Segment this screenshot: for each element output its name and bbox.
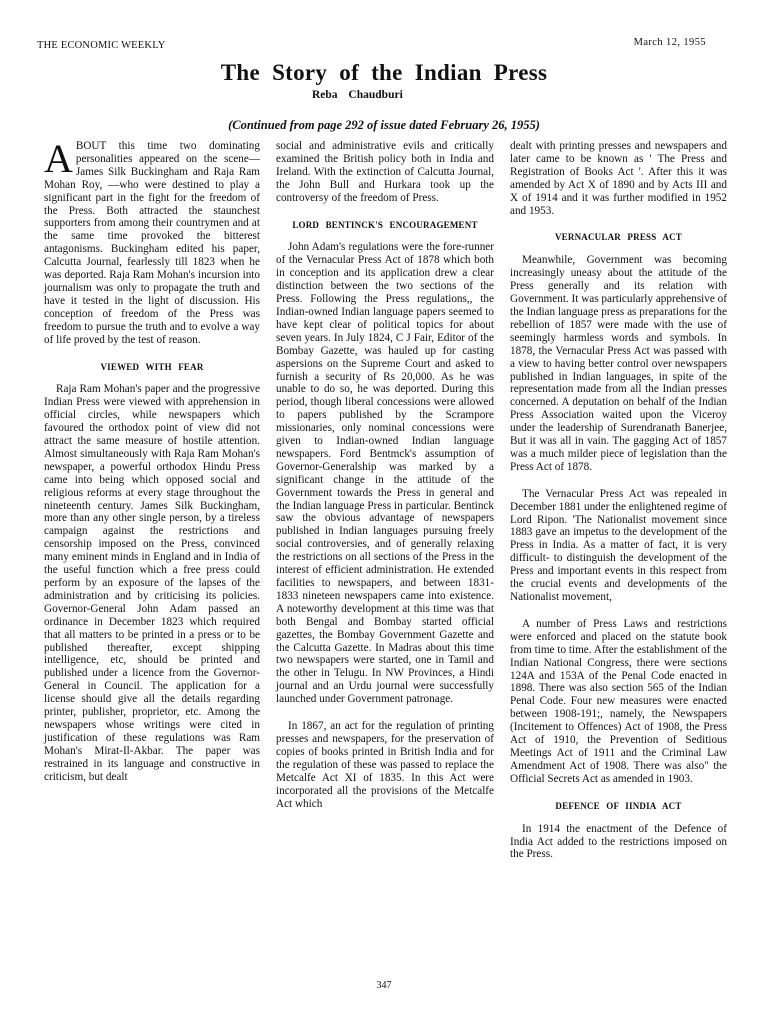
- section-heading: VIEWED WITH FEAR: [100, 361, 204, 372]
- column-3: [510, 140, 727, 861]
- paragraph: John Adam's regulations were the fore-runner of the Vernacular Press Act of 1878 which both in conception and its application drew a clear distinction between the two sections of the Press. Following the Press regulations,, the Indian-owned Indian language papers seemed to have kept clear of political topics for about seven years. In July 1824, C J Fair, Editor of the Bombay Gazette, was hauled up for casting aspersions on the Supreme Court and asked to furnish a security of Rs 20,000. As he was unable to do so, he was deported. During this period, though liberal concessions were allowed to papers published by the Scrampore missionaries, only nominal concessions were given to Indian-owned Indian language newspapers. Ford Bentmck's assumption of Governor-Generalship was marked by a significant change in the attitude of the Government towards the Press in general and the Indian language Press in particular. Bentinck saw the obvious advantage of newspapers published in Indian languages pursuing freely social controversies, and of generally relaxing the restrictions on all sections of the Press in the interest of efficient administration. He extended facilities to newspapers, and between 1831-1833 nineteen newspapers came into existence. A noteworthy development at this time was that both Bengal and Bombay started official gazettes, the Bombay Government Gazette and the Calcutta Gazette. In Madras about this time two newspapers were started, one in Tamil and the other in Telugu. In NW Provinces, a Hindi journal and an Urdu journal were successfully launched under Government patronage.: [276, 241, 494, 706]
- paragraph-text: BOUT this time two dominating personalities appeared on the scene—James Silk Buckingham and Raja Ram Mohan Roy, —who were destined to play a significant part in the fight for the freedom of the Press. Both attracted the staunchest supporters from among their countrymen and at the same time provoked the bitterest antagonisms. Buckingham edited his paper, Calcutta Journal, fearlessly till 1823 when he was deported. Raja Ram Mohan's incursion into journalism was only to propagate the truth and have it tested in the light of discussion. His conception of freedom of the Press was freedom to pursue the truth and to evolve a way of life proved by the test of reason.: [44, 140, 260, 346]
- article-author: Reba Chaudburi: [312, 89, 403, 101]
- article-title: The Story of the Indian Press: [220, 60, 548, 85]
- continuation-note: (Continued from page 292 of issue dated February 26, 1955): [228, 118, 540, 132]
- paragraph: A number of Press Laws and restrictions were enforced and placed on the statute book from time to time. After the establishment of the Indian National Congress, there were sections 124A and 153A of the Penal Code enacted in 1898. There was also section 565 of the Indian Penal Code. Four new measures were enacted between 1908-191;, namely, the Newspapers (Incitement to Offences) Act of 1908, the Press Act of 1910, the Prevention of Seditious Meetings Act of 1911 and the Criminal Law Amendment Act of 1908. There was also" the Official Secrets Act as amended in 1903.: [510, 617, 727, 785]
- section-heading: DEFENCE OF IINDIA ACT: [555, 800, 682, 811]
- paragraph: In 1867, an act for the regulation of printing presses and newspapers, for the preservation of copies of books printed in British India and for the regulation of these was passed to replace the Metcalfe Act XI of 1835. In this Act were incorporated all the provisions of the Metcalfe Act which: [276, 720, 494, 810]
- page-number: 347: [376, 980, 392, 991]
- paragraph: Meanwhile, Government was becoming increasingly uneasy about the attitude of the Press generally and its relation with Government. It was particularly apprehensive of the Indian language press as preparations for the rebellion of 1857 were made with the use of seemingly harmless words and symbols. In 1878, the Vernacular Press Act was passed with a view to having better control over newspapers published in Indian languages, in spite of the representation made from all the Indian presses concerned. A deputation on behalf of the Indian Press Association waited upon the Viceroy under the leadership of Surendranath Banerjee, But it was all in vain. The gagging Act of 1857 was a much milder piece of legislation than the Press Act of 1878.: [510, 254, 727, 473]
- paragraph: social and administrative evils and critically examined the British policy both in India and Ireland. With the extinction of Calcutta Journal, the John Bull and Hurkara took up the controversy of the freedom of Press.: [276, 140, 494, 204]
- section-heading: LORD BENTINCK'S ENCOURAGEMENT: [292, 219, 478, 230]
- publication-name: THE ECONOMIC WEEKLY: [37, 40, 166, 51]
- column-1: [44, 136, 260, 784]
- section-heading: VERNACULAR PRESS ACT: [554, 232, 683, 243]
- column-2: [276, 140, 494, 810]
- paragraph: dealt with printing presses and newspapers and later came to be known as ' The Press and Registration of Books Act '. After this it was amended by Act X of 1890 and by Acts III and X of 1914 and it was further modified in 1952 and 1953.: [510, 140, 727, 217]
- drop-cap: A: [44, 136, 73, 181]
- paragraph: The Vernacular Press Act was repealed in December 1881 under the enlightened regime of Lord Ripon. 'The Nationalist movement since 1883 gave an impetus to the development of the Press in India. As a matter of fact, it is very difficult- to distinguish the development of the Press and important events in this respect from the crucial events and developments of the Nationalist movement,: [510, 487, 727, 603]
- paragraph: In 1914 the enactment of the Defence of India Act added to the restrictions imposed on the Press.: [510, 822, 727, 861]
- issue-date: March 12, 1955: [633, 37, 706, 48]
- paragraph: [44, 136, 260, 347]
- paragraph: Raja Ram Mohan's paper and the progressive Indian Press were viewed with apprehension in official circles, while newspapers which favoured the orthodox point of view did not attract the same measure of hostile attention. Almost simultaneously with Raja Ram Mohan's newspaper, a powerful orthodox Hindu Press came into being which opposed social and religious reforms at every stage throughout the nineteenth century. James Silk Buckingham, more than any other single person, by a tireless campaign against the restrictions and censorship imposed on the Press, convinced many eminent minds in England and in India of the useful function which a free press could perform by an exposure of the lapses of the administration and by criticising its policies. Governor-General John Adam passed an ordinance in December 1823 which required that all matters to be printed in a press or to be published thereafter, except shipping intelligence, etc, should be printed and published under a licence from the Governor-General in Council. The application for a license should give all the details regarding printer, publisher, proprietor, etc. Among the newspapers whose writings were cited in justification of these regulations was Ram Mohan's Mirat-Il-Akbar. The paper was restrained in its language and constructive in criticism, but dealt: [44, 383, 260, 783]
